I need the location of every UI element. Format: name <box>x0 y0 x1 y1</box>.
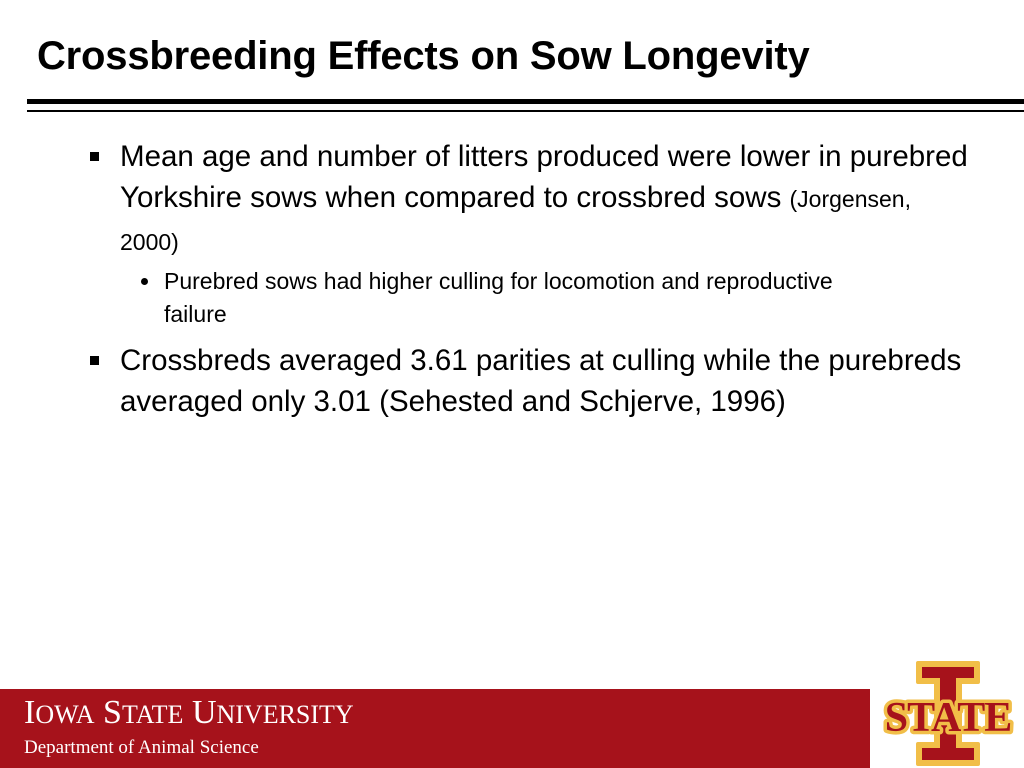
bullet-item <box>120 136 970 263</box>
logo-state-text: STATE <box>884 695 1012 741</box>
sub-bullet-item <box>164 265 884 331</box>
university-initial: U <box>191 694 217 731</box>
round-bullet-icon <box>141 278 148 285</box>
university-rest: TATE <box>121 700 184 729</box>
square-bullet-icon <box>90 356 99 365</box>
bullet-text: Crossbreds averaged 3.61 parities at culling while the purebreds averaged only 3.01 (Sehested and Schjerve, 1996) <box>120 344 962 418</box>
bullet-item <box>120 340 970 422</box>
iowa-state-logo <box>876 660 1020 766</box>
department-name: Department of Animal Science <box>24 737 259 758</box>
university-initial: S <box>103 694 122 731</box>
bullet-citation: (Jorgensen, 2000) <box>120 186 911 255</box>
slide-title: Crossbreeding Effects on Sow Longevity <box>37 34 810 78</box>
university-name <box>24 693 354 735</box>
bullet-text: Mean age and number of litters produced were lower in purebred Yorkshire sows when compared to crossbred sows <box>120 140 968 214</box>
square-bullet-icon <box>90 152 99 161</box>
logo-wordmark <box>885 695 1012 741</box>
university-rest: OWA <box>35 700 95 729</box>
university-rest: NIVERSITY <box>216 700 354 729</box>
sub-bullet-text: Purebred sows had higher culling for locomotion and reproductive failure <box>164 268 833 327</box>
university-initial: I <box>24 694 36 731</box>
